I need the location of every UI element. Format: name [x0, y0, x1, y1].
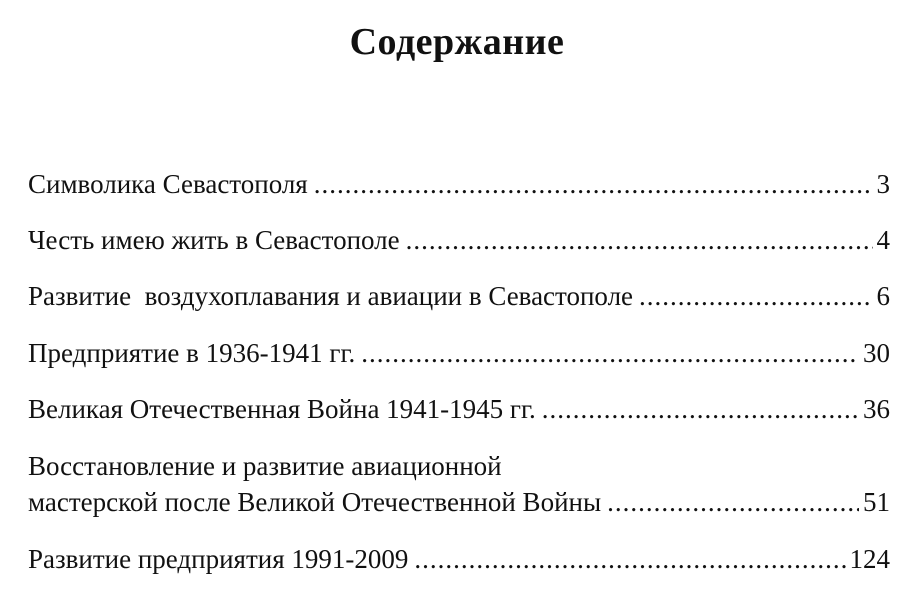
toc-entry: [28, 166, 890, 202]
toc-dot-leader: [361, 335, 859, 371]
toc-entry-title: Символика Севастополя: [28, 169, 308, 199]
toc-entry: [28, 222, 890, 258]
toc-entry-title-line2: мастерской после Великой Отечественной Войны: [28, 487, 602, 517]
toc-entry-title: Развитие предприятия 1991-2009: [28, 544, 409, 574]
toc-page-number: 30: [863, 338, 890, 368]
toc-entry: [28, 541, 890, 577]
toc-entry: [28, 335, 890, 371]
toc-entry-title-line1: Восстановление и развитие авиационной: [28, 451, 502, 481]
toc-page-number: 4: [876, 225, 890, 255]
toc-page-number: 124: [849, 544, 890, 574]
toc-entry: [28, 391, 890, 427]
toc-entry-title: Предприятие в 1936-1941 гг.: [28, 338, 356, 368]
toc-dot-leader: [607, 484, 859, 520]
toc-entry: [28, 278, 890, 314]
toc-dot-leader: [542, 391, 859, 427]
toc-dot-leader: [639, 278, 872, 314]
toc-page-number: 3: [876, 169, 890, 199]
toc-dot-leader: [314, 166, 873, 202]
toc-entry: [28, 448, 890, 520]
toc-entry-title: Развитие воздухоплавания и авиации в Севастополе: [28, 281, 634, 311]
toc-dot-leader: [406, 222, 873, 258]
toc-dot-leader: [414, 541, 845, 577]
toc-page-number: 36: [863, 394, 890, 424]
toc-page-number: 51: [863, 487, 890, 517]
toc-entry-title: Великая Отечественная Война 1941-1945 гг.: [28, 394, 536, 424]
toc-page-number: 6: [876, 281, 890, 311]
page-title: Содержание: [349, 21, 565, 63]
toc-entry-title: Честь имею жить в Севастополе: [28, 225, 400, 255]
